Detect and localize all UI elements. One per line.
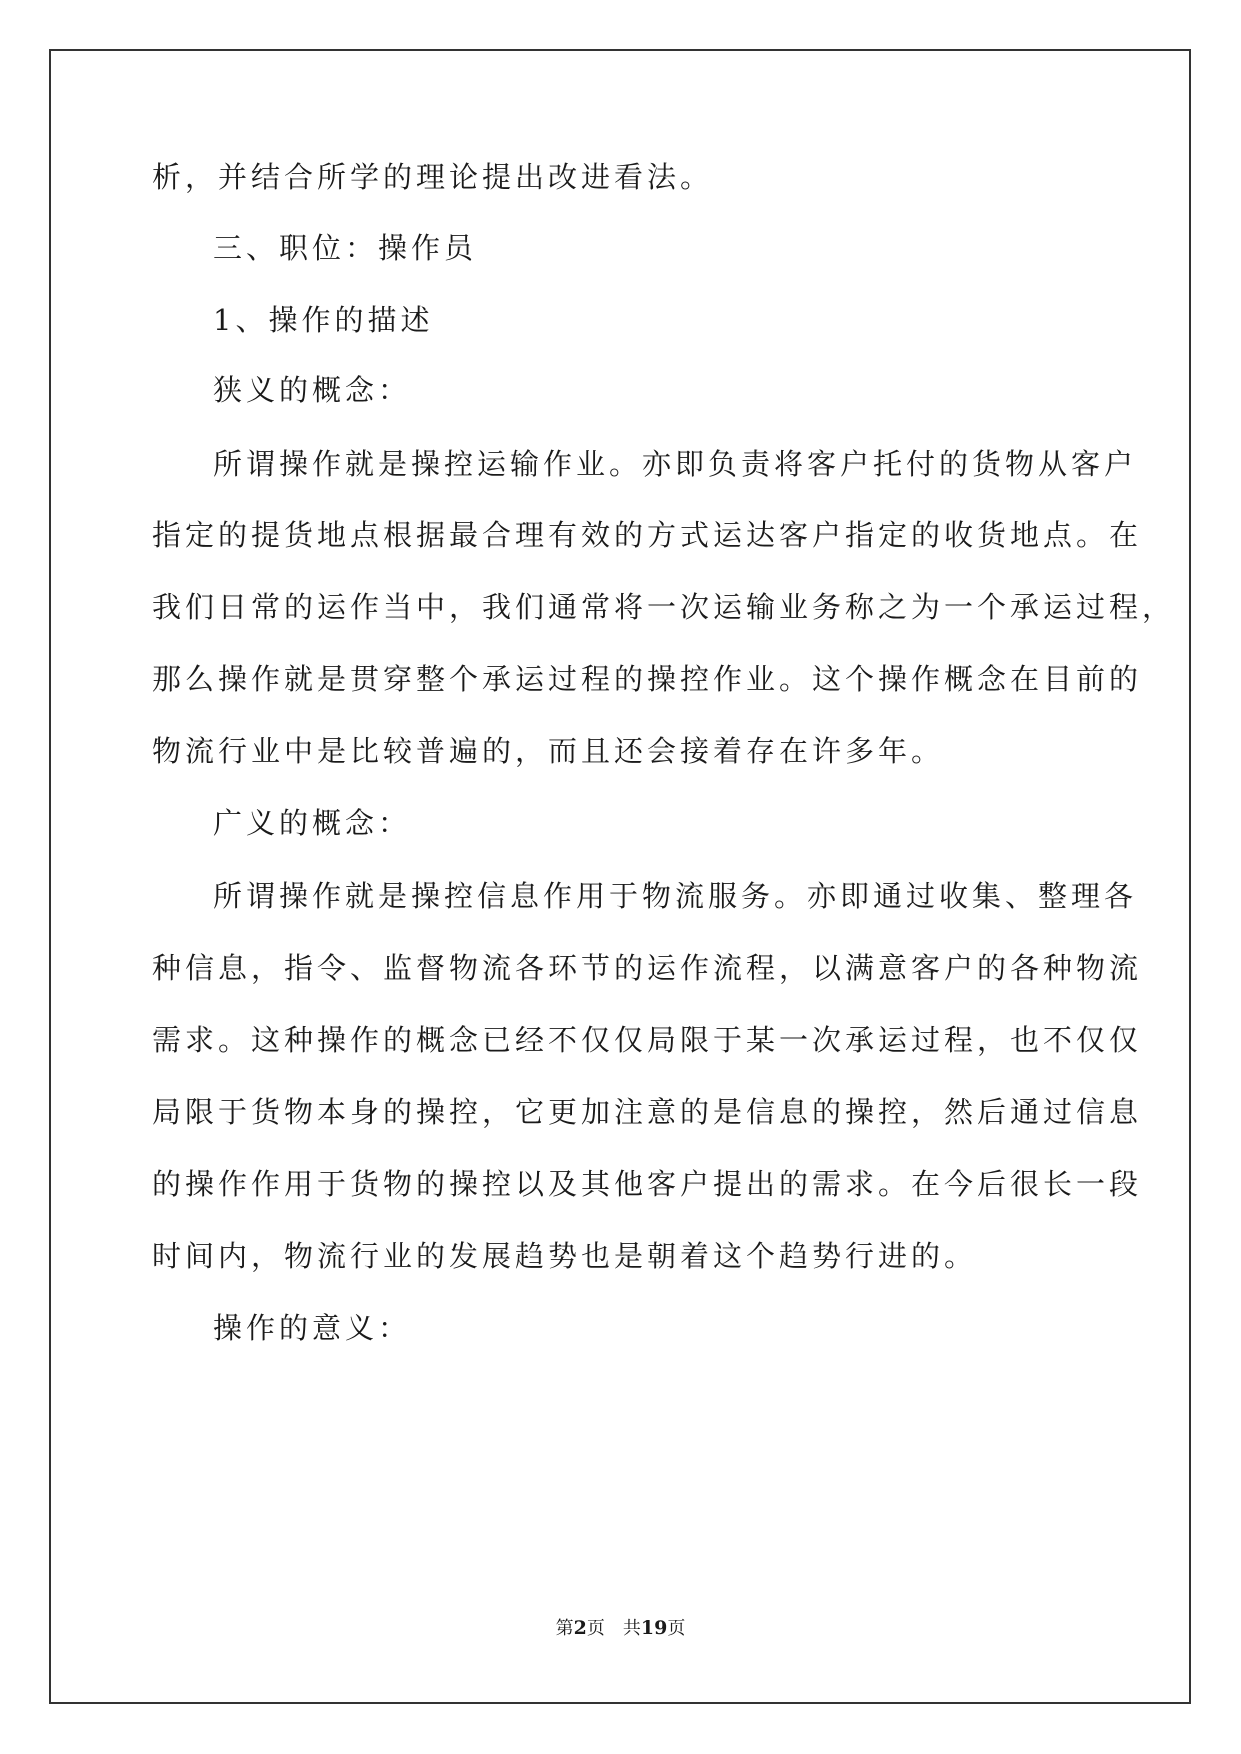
footer-suffix: 页 — [667, 1618, 686, 1639]
text-line: 析，并结合所学的理论提出改进看法。 — [152, 160, 714, 194]
text-line: 所谓操作就是操控信息作用于物流服务。亦即通过收集、整理各 — [213, 879, 1138, 913]
paragraph-heading: 操作的意义： — [213, 1311, 412, 1345]
text-line: 需求。这种操作的概念已经不仅仅局限于某一次承运过程，也不仅仅 — [152, 1023, 1143, 1057]
text-line: 我们日常的运作当中，我们通常将一次运输业务称之为一个承运过程， — [152, 590, 1176, 624]
text-line: 局限于货物本身的操控，它更加注意的是信息的操控，然后通过信息 — [152, 1095, 1143, 1129]
text-line: 所谓操作就是操控运输作业。亦即负责将客户托付的货物从客户 — [213, 447, 1138, 481]
text-line: 种信息，指令、监督物流各环节的运作流程，以满意客户的各种物流 — [152, 951, 1143, 985]
footer-prefix: 第 — [555, 1618, 574, 1639]
text-line: 那么操作就是贯穿整个承运过程的操控作业。这个操作概念在目前的 — [152, 662, 1143, 696]
paragraph-heading: 狭义的概念： — [213, 373, 412, 407]
paragraph-heading: 广义的概念： — [213, 806, 412, 840]
total-page-count: 19 — [640, 1617, 668, 1639]
subsection-heading: 1、操作的描述 — [213, 303, 434, 337]
section-heading: 三、职位：操作员 — [213, 231, 478, 265]
text-line: 的操作作用于货物的操控以及其他客户提出的需求。在今后很长一段 — [152, 1167, 1143, 1201]
text-line: 时间内，物流行业的发展趋势也是朝着这个趋势行进的。 — [152, 1239, 978, 1273]
text-line: 物流行业中是比较普遍的，而且还会接着存在许多年。 — [152, 734, 945, 768]
text-line: 指定的提货地点根据最合理有效的方式运达客户指定的收货地点。在 — [152, 518, 1143, 552]
page-footer — [0, 1616, 1241, 1641]
footer-middle: 页 共 — [586, 1618, 641, 1639]
current-page-number: 2 — [573, 1617, 587, 1639]
